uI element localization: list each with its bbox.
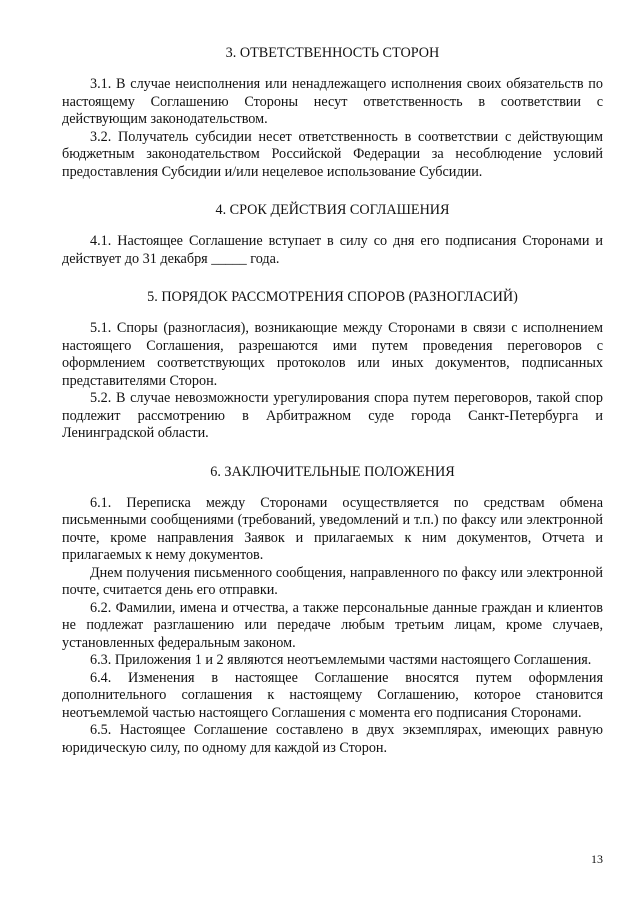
- paragraph: 6.2. Фамилии, имена и отчества, а также персональные данные граждан и клиентов не подлежат разглашению или передаче любым третьим лицам, кроме случаев, установленных федеральным законом.: [62, 599, 603, 651]
- paragraph: Днем получения письменного сообщения, направленного по факсу или электронной почте, считается день его отправки.: [62, 564, 603, 598]
- paragraph: 6.4. Изменения в настоящее Соглашение вносятся путем оформления дополнительного соглашения к настоящему Соглашению, которое становится неотъемлемой частью настоящего Соглашения с момента его подписания Сторонами.: [62, 669, 603, 721]
- paragraph: 3.1. В случае неисполнения или ненадлежащего исполнения своих обязательств по настоящему Соглашению Стороны несут ответственность в соответствии с действующим законодательством.: [62, 76, 603, 127]
- page-number: 13: [591, 852, 603, 866]
- section-final-provisions: [62, 463, 603, 758]
- section-title: 3. ОТВЕТСТВЕННОСТЬ СТОРОН: [225, 45, 440, 61]
- document-page: [62, 44, 603, 777]
- section-responsibility: [62, 44, 603, 181]
- section-title: 5. ПОРЯДОК РАССМОТРЕНИЯ СПОРОВ (РАЗНОГЛАСИЙ): [147, 289, 518, 305]
- section-title: 4. СРОК ДЕЙСТВИЯ СОГЛАШЕНИЯ: [215, 202, 450, 218]
- section-disputes: [62, 288, 603, 443]
- section-title: 6. ЗАКЛЮЧИТЕЛЬНЫЕ ПОЛОЖЕНИЯ: [210, 463, 455, 480]
- paragraph: 5.1. Споры (разногласия), возникающие между Сторонами в связи с исполнением настоящего Соглашения, разрешаются ими путем проведения переговоров с оформлением соответствующих протоколов или иных документов, подписанных представителями Сторон.: [62, 320, 603, 389]
- paragraph: 3.2. Получатель субсидии несет ответственность в соответствии с действующим бюджетным законодательством Российской Федерации за несоблюдение условий предоставления Субсидии и/или нецелевое использование Субсидии.: [62, 128, 603, 180]
- paragraph: 4.1. Настоящее Соглашение вступает в силу со дня его подписания Сторонами и действует до 31 декабря _____ года.: [62, 233, 603, 267]
- section-term: [62, 201, 603, 268]
- paragraph: 6.5. Настоящее Соглашение составлено в двух экземплярах, имеющих равную юридическую силу, по одному для каждой из Сторон.: [62, 722, 603, 756]
- paragraph: 6.3. Приложения 1 и 2 являются неотъемлемыми частями настоящего Соглашения.: [90, 652, 592, 668]
- paragraph: 5.2. В случае невозможности урегулирования спора путем переговоров, такой спор подлежит рассмотрению в Арбитражном суде города Санкт-Петербурга и Ленинградской области.: [62, 390, 603, 441]
- paragraph: 6.1. Переписка между Сторонами осуществляется по средствам обмена письменными сообщениями (требований, уведомлений и т.п.) по факсу или электронной почте, кроме направления Заявок и прилагаемых к ним документов, Отчета и прилагаемых к нему документов.: [62, 494, 603, 563]
